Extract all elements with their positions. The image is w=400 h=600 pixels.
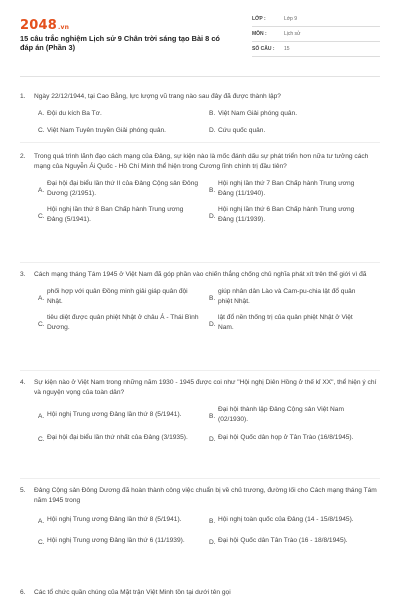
question-6 [20,588,380,598]
option-text: Hội nghị lần thứ 6 Ban Chấp hành Trung ương Đảng (11/1939). [218,206,355,223]
option-letter: A. [38,294,45,302]
question-number: 3. [20,271,26,278]
option-text: Đại hội đại biểu lần thứ nhất của Đảng (3/1935). [47,434,188,441]
options [38,109,380,135]
option-letter: C. [38,538,45,546]
option-text: tiêu diệt được quân phiệt Nhật ở châu Á - Thái Bình Dương. [47,314,199,331]
option-c[interactable] [38,126,209,136]
question-text: Trong quá trình lãnh đạo cách mạng của Đảng, sự kiện nào là mốc đánh dấu sự phát triển hơn nữa tư tưởng cách mạng của Nguyễn Ái Quốc - Hồ Chí Minh thể hiện trong Cương lĩnh chính trị đầu tiên? [34,153,369,170]
option-c[interactable] [38,431,209,445]
option-text: Đại hội đại biểu lần thứ II của Đảng Cộng sản Đông Dương (2/1951). [47,180,199,197]
option-letter: D. [209,126,216,134]
question-number: 5. [20,487,26,494]
header-divider [20,76,380,77]
question-divider [20,262,380,263]
option-text: Việt Nam Tuyên truyền Giải phóng quân. [47,126,167,134]
option-c[interactable] [38,205,209,224]
option-letter: B. [209,186,216,194]
question-1 [20,92,380,135]
option-text: phối hợp với quân Đồng minh giải giáp quân đội Nhật. [47,288,188,305]
option-d[interactable] [209,313,380,332]
option-text: Hội nghị Trung ương Đảng lần thứ 8 (5/1941). [47,410,182,418]
question-stem [20,486,380,506]
document-title: 15 câu trắc nghiệm Lịch sử 9 Chân trời sáng tạo Bài 8 có đáp án (Phần 3) [20,34,220,53]
option-text: lật đổ nền thống trị của quân phiệt Nhật ở Việt Nam. [218,314,353,331]
option-b[interactable] [209,287,380,306]
option-a[interactable] [38,287,209,306]
option-letter: A. [38,186,45,194]
option-c[interactable] [38,313,209,332]
meta-value: 15 [284,46,290,52]
options [38,405,380,445]
question-stem [20,270,380,280]
question-divider [20,478,380,479]
question-number: 1. [20,93,26,100]
question-text: Sự kiện nào ở Việt Nam trong những năm 1930 - 1945 được coi như "Hội nghị Diên Hồng ở thế kỉ XX", thể hiện ý chí và nguyện vọng của toàn dân? [34,379,377,396]
option-letter: B. [209,294,216,302]
question-stem [20,152,380,172]
question-number: 4. [20,379,26,386]
meta-label: LỚP : [252,16,266,22]
option-letter: D. [209,436,216,443]
option-a[interactable] [38,405,209,424]
option-letter: C. [38,212,45,220]
option-d[interactable] [209,431,380,445]
option-text: Hội nghị Trung ương Đảng lần thứ 6 (11/1939). [47,536,185,544]
question-5 [20,486,380,547]
question-stem [20,92,380,102]
meta-value: Lớp 9 [284,16,298,22]
meta-row-class [252,12,380,27]
document-meta [252,12,380,57]
question-number: 6. [20,589,26,596]
options [38,513,380,547]
document-header [0,0,400,72]
option-text: Đại hội thành lập Đảng Cộng sản Việt Nam (02/1930). [218,406,344,423]
option-letter: C. [38,320,45,328]
question-2 [20,152,380,224]
option-letter: B. [209,518,216,525]
option-b[interactable] [209,109,380,119]
question-text: Ngày 22/12/1944, tại Cao Bằng, lực lượng vũ trang nào sau đây đã được thành lập? [34,93,281,100]
option-letter: B. [209,412,216,420]
logo-suffix: .vn [57,24,70,31]
option-letter: B. [209,110,216,117]
question-divider [20,142,380,143]
logo-main: 2048 [20,18,57,33]
option-c[interactable] [38,534,209,548]
option-text: Đại hội Quốc dân Tân Trào (16 - 18/8/1945). [218,536,348,544]
options [38,287,380,332]
option-d[interactable] [209,126,380,136]
option-b[interactable] [209,513,380,527]
option-text: giúp nhân dân Lào và Cam-pu-chia lật đổ quân phiệt Nhật. [218,288,356,305]
question-text: Các tổ chức quần chúng của Mặt trận Việt Minh tồn tại dưới tên gọi [34,589,231,596]
option-text: Cứu quốc quân. [218,126,266,134]
question-stem [20,378,380,398]
question-number: 2. [20,153,26,160]
option-letter: D. [209,212,216,220]
question-divider [20,370,380,371]
option-text: Hội nghị lần thứ 7 Ban Chấp hành Trung ương Đảng (11/1940). [218,180,355,197]
meta-value: Lịch sử [284,31,301,37]
option-b[interactable] [209,405,380,424]
meta-label: SỐ CÂU : [252,46,275,52]
question-3 [20,270,380,332]
option-letter: A. [38,518,45,525]
option-a[interactable] [38,513,209,527]
option-text: Đại hội Quốc dân họp ở Tân Trào (16/8/1945). [218,434,354,441]
site-logo[interactable] [20,18,69,33]
option-letter: D. [209,538,216,546]
options [38,179,380,224]
option-text: Việt Nam Giải phóng quân. [218,110,298,117]
question-text: Cách mạng tháng Tám 1945 ở Việt Nam đã góp phần vào chiến thắng chống chủ nghĩa phát xít trên thế giới vì đã [34,271,367,278]
option-a[interactable] [38,109,209,119]
meta-label: MÔN : [252,31,267,37]
question-stem [20,588,380,598]
option-d[interactable] [209,534,380,548]
option-letter: C. [38,126,45,134]
option-d[interactable] [209,205,380,224]
option-text: Hội nghị toàn quốc của Đảng (14 - 15/8/1945). [218,516,354,523]
meta-row-count [252,42,380,57]
option-letter: A. [38,412,45,420]
option-a[interactable] [38,179,209,198]
question-text: Đảng Cộng sản Đông Dương đã hoàn thành công việc chuẩn bị về chủ trương, đường lối cho Cách mạng tháng Tám năm 1945 trong [34,487,377,504]
option-text: Hội nghị Trung ương Đảng lần thứ 8 (5/1941). [47,516,182,523]
question-4 [20,378,380,445]
option-b[interactable] [209,179,380,198]
option-text: Đội du kích Ba Tơ. [47,110,102,117]
option-letter: A. [38,110,45,117]
meta-row-subject [252,27,380,42]
option-letter: D. [209,320,216,328]
option-letter: C. [38,436,45,443]
option-text: Hội nghị lần thứ 8 Ban Chấp hành Trung ương Đảng (5/1941). [47,206,184,223]
